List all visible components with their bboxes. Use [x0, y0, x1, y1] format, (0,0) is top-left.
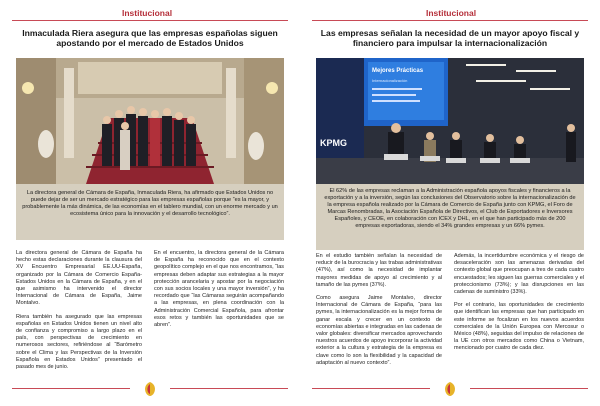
- top-divider: [312, 20, 588, 21]
- paragraph: Por el contrario, las oportunidades de crecimiento que identifican las empresas que han participado en este informe se focalizan en los nuevos acuerdos comerciales de la Unión Europea con Mercosur o México (48%), seguidas del impulso de relaciones de la UE con otros mercados como China o Vietnam, mencionado por cuatro de cada diez.: [454, 302, 584, 352]
- section-label: Institucional: [426, 8, 477, 18]
- paragraph: La directora general de Cámara de España ha hecho estas declaraciones durante la clausura del XV Encuentro Empresarial EE.UU-España, organizado por la Cámara de Comercio España-Estados Unidos en la Cámara de España, y en el que asimismo ha intervenido el director Internacional de Cámara de España, Jaime Montalvo.: [16, 250, 142, 307]
- paragraph: Riera también ha asegurado que las empresas españolas en Estados Unidos tienen un nivel alto de confianza y compromiso a largo plazo en el país, con perspectivas de crecimiento en numerosos sectores, refiriéndose al “Barómetro sobre el Clima y las Perspectivas de la Inversión Española en Estados Unidos” presentado el pasado mes de junio.: [16, 313, 142, 371]
- article-title: Inmaculada Riera asegura que las empresas españolas siguen apostando por el mercado de Estados Unidos: [22, 28, 278, 49]
- article-photo: [316, 58, 584, 184]
- top-divider: [12, 20, 288, 21]
- text-column-left: [16, 250, 142, 377]
- photo-caption: El 62% de las empresas reclaman a la Administración española apoyos fiscales y financieros a la exportación y a la inversión, según las conclusiones del Observatorio sobre la internacionalización de la empresa española realizado por la Cámara de Comercio de España junto con KPMG, el Foro de Marcas Renombradas, la Asociación Española de Directivos, el Club de Exportadores e Inversores Españoles, y CEOE, en colaboración con ICEX y DHL, en el que han participado más de 200 empresas exportadoras, siendo el 34% grandes empresas y un 66% pymes.: [316, 184, 584, 250]
- section-label: Institucional: [122, 8, 173, 18]
- photo-caption: La directora general de Cámara de España, Inmaculada Riera, ha afirmado que Estados Unidos no puede dejar de ser un mercado estratégico para las empresas españolas porque “es la mayor, y probablemente la más dinámica, de las economías en el tablero mundial, con un enorme mercado y un ecosistema único para la innovación y el desarrollo tecnológico”.: [16, 184, 284, 240]
- paragraph: En el encuentro, la directora general de la Cámara de España ha reconocido que en el contexto geopolítico complejo en el que nos encontramos, “las empresas deben adaptar sus estrategias a la mayor protección arancelaria y apostar por la negociación con sus socios locales y una mayor inversión”, y ha recordado que “las Cámaras seguirán acompañando a las empresas, en plena coordinación con la Administración Comercial Española, para afrontar esos retos y también las oportunidades que se abren”.: [154, 250, 284, 329]
- svg-text:KPMG: KPMG: [320, 138, 347, 148]
- bottom-divider: [470, 388, 588, 389]
- text-column-right: [454, 253, 584, 359]
- svg-text:Mejores Prácticas: Mejores Prácticas: [372, 68, 424, 74]
- paragraph: Además, la incertidumbre económica y el riesgo de desaceleración son las amenazas derivadas del contexto global que preocupan a tres de cada cuatro encuestados; les siguen las guerras comerciales y el proteccionismo (73%); y las disrupciones en las cadenas de suministro (33%).: [454, 253, 584, 296]
- right-page: [300, 0, 600, 406]
- panel-discussion-image: [316, 58, 584, 184]
- paragraph: Como asegura Jaime Montalvo, director Internacional de Cámara de España, “para las pymes, la internacionalización es la mejor forma de ganar escala y crecer en un contexto de economías abiertas e integradas en las cadenas de valor globales: diversificar mercados aprovechando nuestros acuerdos de apoyo incorporar la actividad exterior a la cultura y estrategia de la empresa es clave como lo son la flexibilidad y la capacidad de adaptación al nuevo contexto”.: [316, 295, 442, 366]
- text-column-left: [316, 253, 442, 373]
- article-title: Las empresas señalan la necesidad de un mayor apoyo fiscal y financiero para impulsar la internacionalización: [320, 28, 580, 49]
- text-column-right: [154, 250, 284, 335]
- bottom-divider: [170, 388, 288, 389]
- bottom-divider: [312, 388, 430, 389]
- bottom-divider: [12, 388, 130, 389]
- group-photo-image: [16, 58, 284, 184]
- article-photo: [16, 58, 284, 184]
- camara-logo-icon: [443, 381, 457, 397]
- camara-logo-icon: [143, 381, 157, 397]
- paragraph: En el estudio también señalan la necesidad de reducir de la burocracia y las trabas administrativas (47%), así como la necesidad de implantar mayores medidas de apoyo al crecimiento y al tamaño de las pymes (37%).: [316, 253, 442, 288]
- svg-text:Internacionalización: Internacionalización: [372, 78, 408, 83]
